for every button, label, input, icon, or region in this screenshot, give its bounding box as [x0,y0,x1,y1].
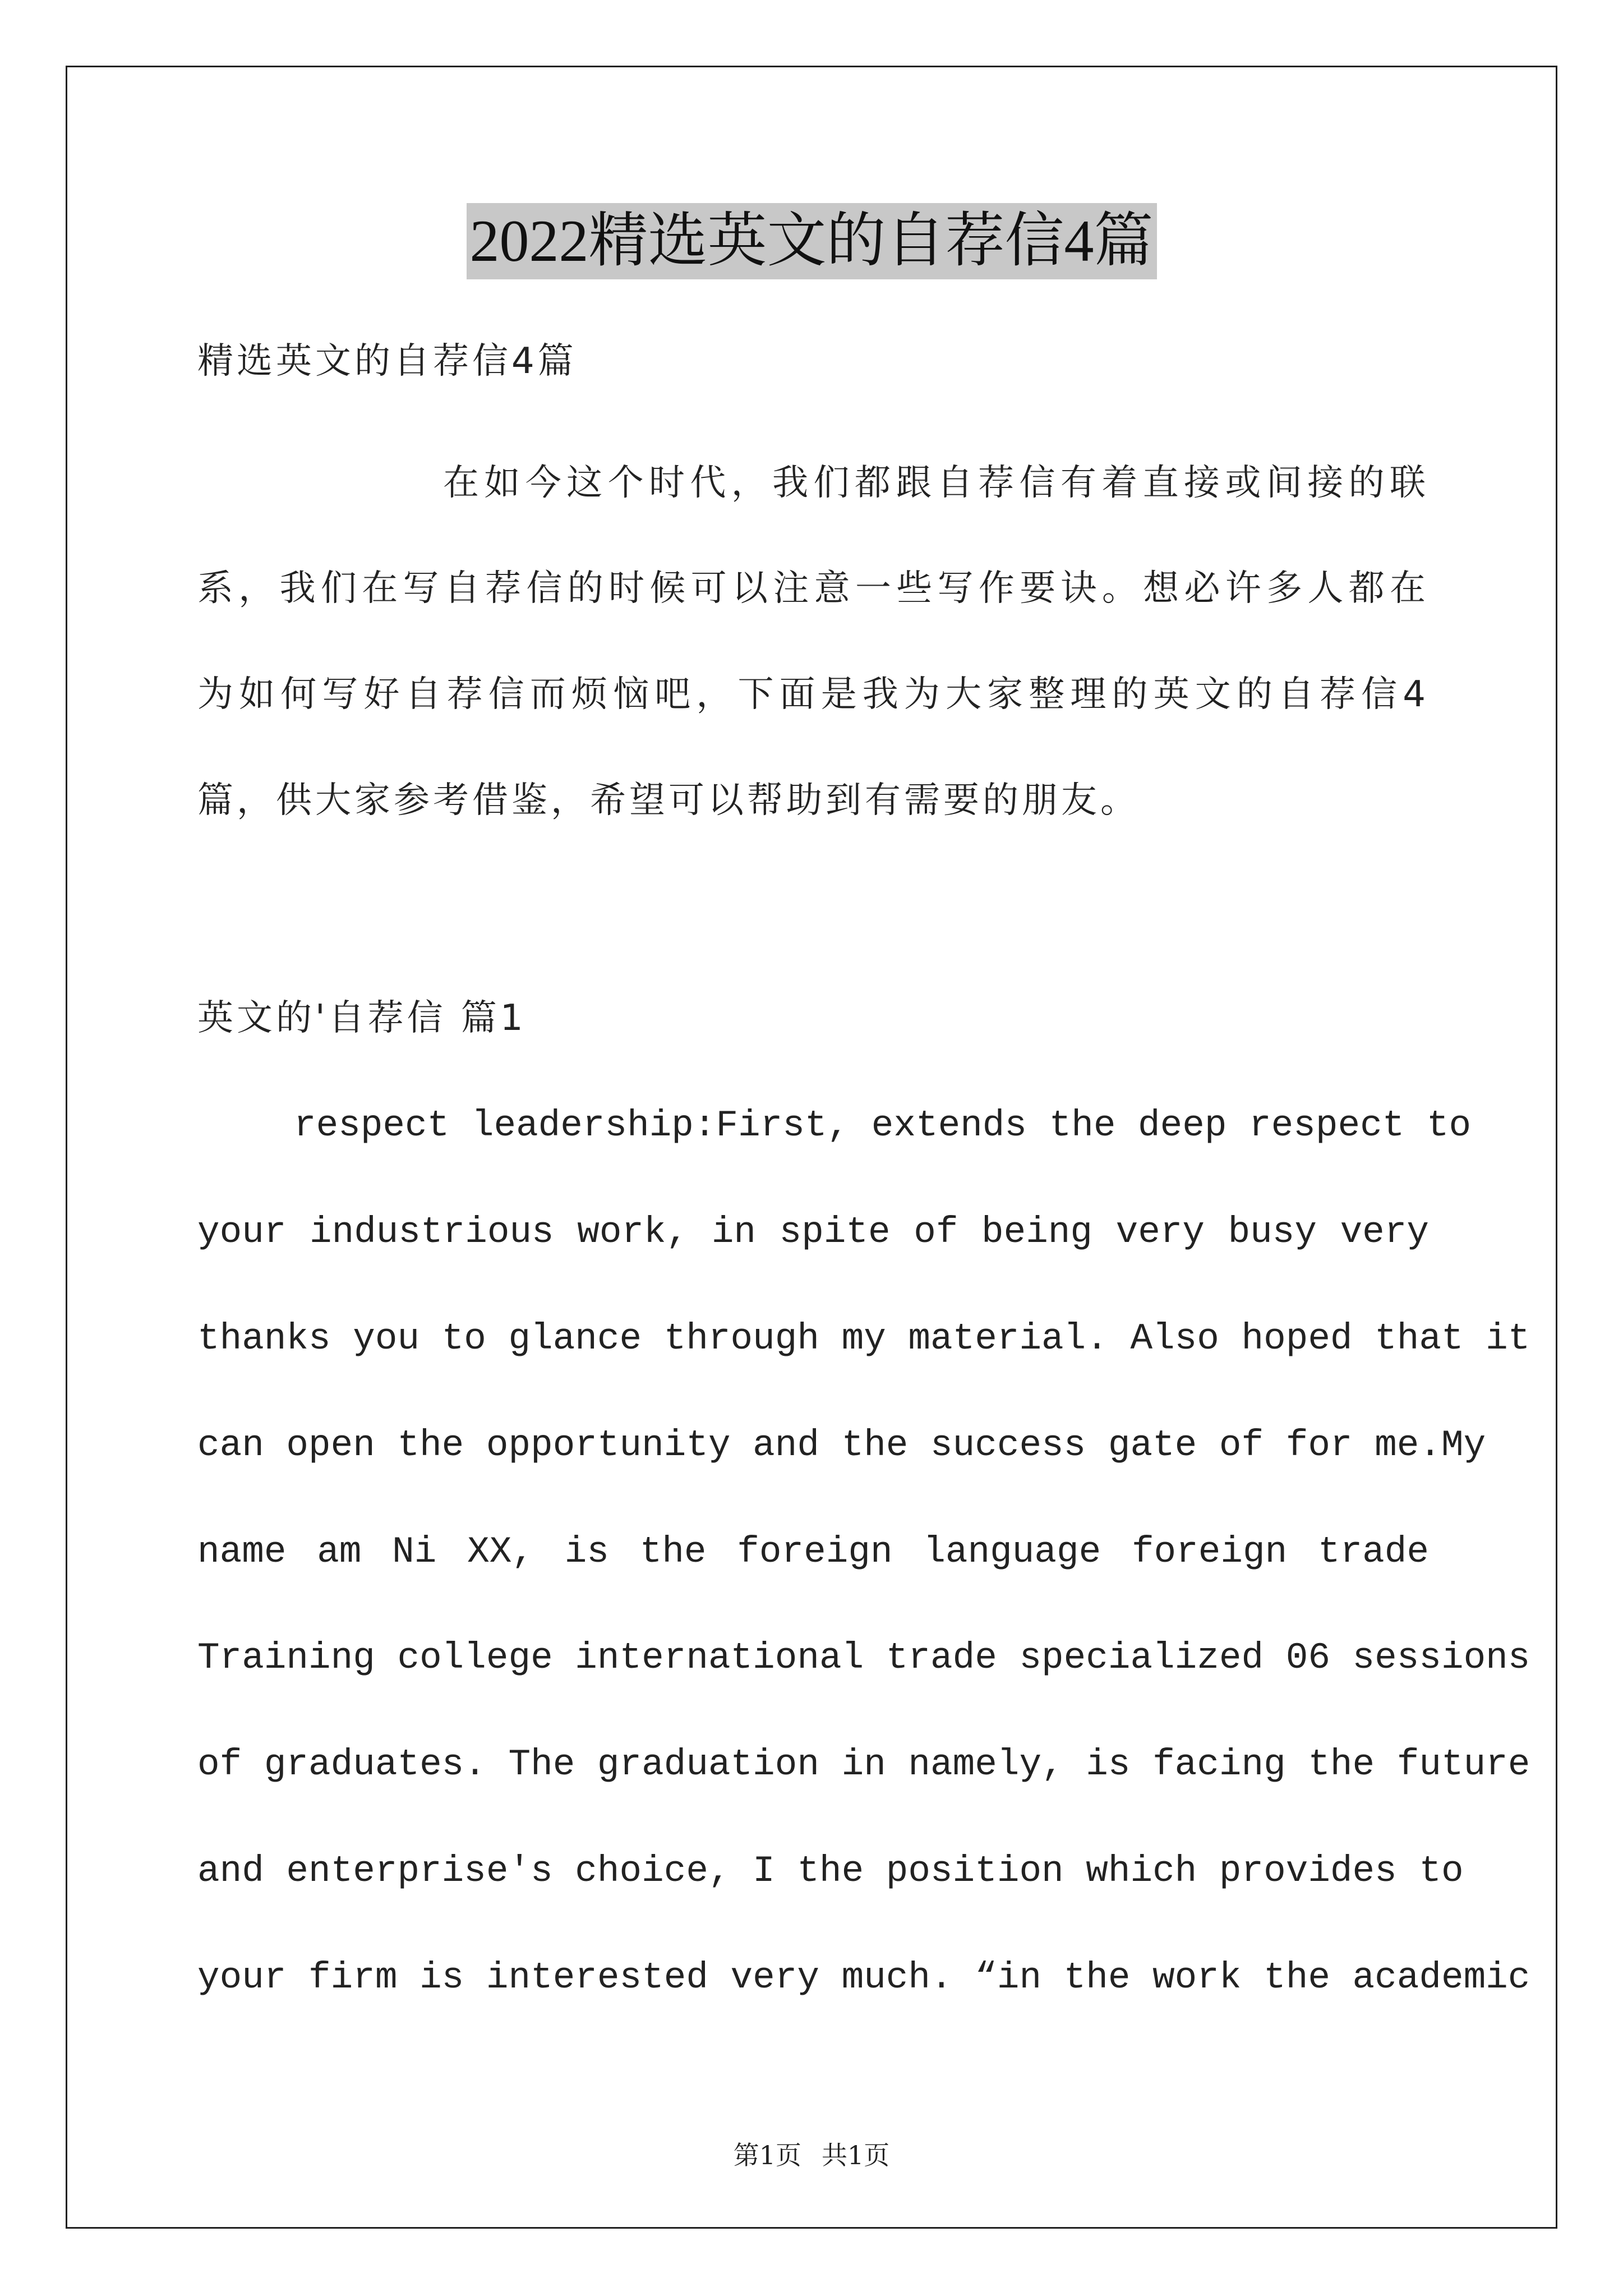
body-line-2: your industrious work, in spite of being very busy very [197,1211,1429,1253]
intro-line-2: 系，我们在写自荐信的时候可以注意一些写作要诀。想必许多人都在 [197,568,1429,609]
body-line-5: name am Ni XX, is the foreign language foreign trade [197,1531,1429,1573]
body-line-9: your firm is interested very much. “in the work the academic [197,1957,1530,1999]
body-line-7: of graduates. The graduation in namely, is facing the future [197,1743,1530,1786]
body-line-1: respect leadership:First, extends the deep respect to [294,1105,1472,1147]
intro-line-1: 在如今这个时代，我们都跟自荐信有着直接或间接的联 [443,462,1429,504]
section-heading: 英文的'自荐信 篇1 [197,997,527,1039]
body-line-4: can open the opportunity and the success gate of for me.My [197,1424,1486,1466]
document-title: 2022精选英文的自荐信4篇 [467,203,1157,279]
title-container [0,203,1623,279]
page-number: 第1页 [733,2140,801,2170]
intro-line-4: 篇，供大家参考借鉴，希望可以帮助到有需要的朋友。 [197,780,1140,821]
intro-line-3: 为如何写好自荐信而烦恼吧，下面是我为大家整理的英文的自荐信4 [197,674,1429,715]
page-footer [0,2138,1623,2172]
document-subtitle: 精选英文的自荐信4篇 [197,341,577,382]
body-line-3: thanks you to glance through my material. Also hoped that it [197,1318,1530,1360]
body-line-6: Training college international trade specialized 06 sessions [197,1637,1530,1679]
page-total: 共1页 [822,2140,890,2170]
body-line-8: and enterprise's choice, I the position which provides to [197,1850,1464,1892]
